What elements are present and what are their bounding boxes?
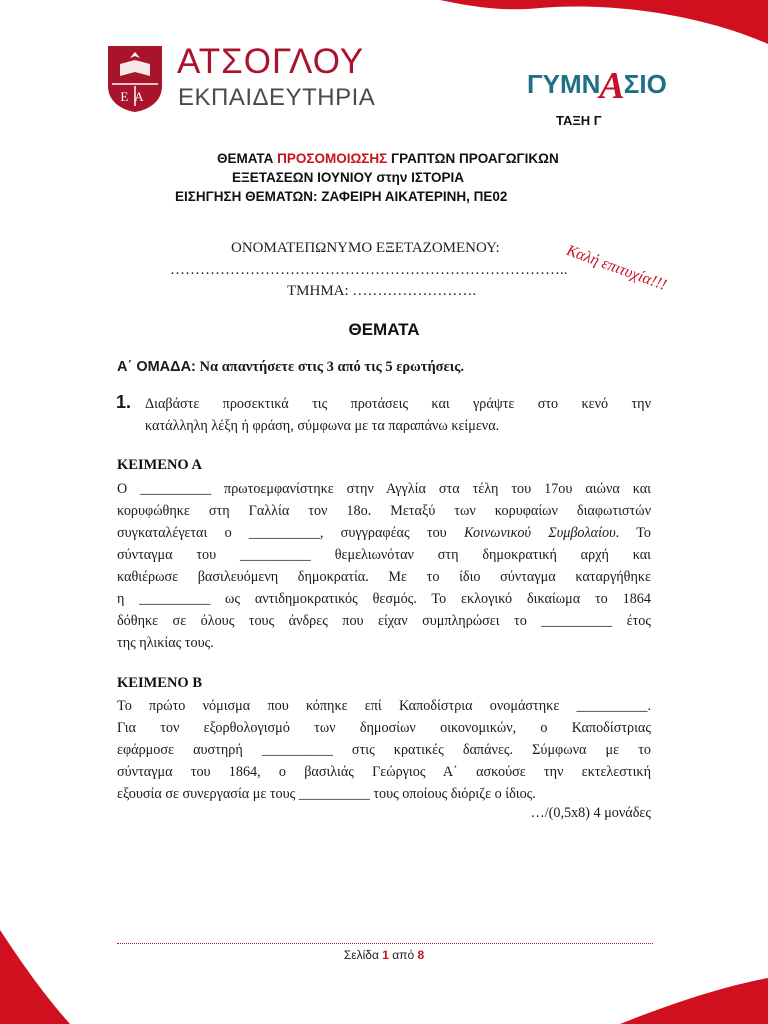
text-a-line: καθιέρωσε βασιλευόμενη δημοκρατία. Με το ίδιο σύνταγμα καταργήθηκε	[117, 569, 651, 585]
exam-title-part: ΘΕΜΑΤΑ	[217, 151, 278, 166]
text-b-line: Το πρώτο νόμισμα που κόπηκε επί Καποδίστρια ονομάστηκε __________.	[117, 698, 651, 714]
student-name-field[interactable]: ……………………………………………………………………..	[170, 262, 568, 278]
question-number: 1.	[116, 392, 132, 412]
student-section-field[interactable]: ΤΜΗΜΑ: …………………….	[287, 283, 477, 299]
class-label: ΤΑΞΗ Γ	[556, 113, 602, 128]
student-name-label: ΟΝΟΜΑΤΕΠΩΝΥΜΟ ΕΞΕΤΑΖΟΜΕΝΟΥ:	[231, 240, 500, 256]
page-footer	[0, 948, 768, 962]
text-a-line-3-start: συγκαταλέγεται ο __________, συγγραφέας του	[117, 525, 447, 541]
logo-subtitle: ΕΚΠΑΙΔΕΥΤΗΡΙΑ	[178, 84, 376, 111]
shield-letters: ΕΑ	[120, 89, 150, 104]
text-b-line: σύνταγμα του 1864, ο βασιλιάς Γεώργιος Α΄ ασκούσε την εκτελεστική	[117, 764, 651, 780]
exam-title-part: ΓΡΑΠΤΩΝ ΠΡΟΑΓΩΓΙΚΩΝ	[387, 151, 559, 166]
gymnasio-logo	[527, 62, 667, 107]
score-note: …/(0,5x8) 4 μονάδες	[530, 805, 651, 821]
gym-text-before: ΓΥΜΝ	[527, 69, 601, 99]
bottom-right-swoosh-shape	[620, 978, 768, 1024]
exam-title-highlight: ΠΡΟΣΟΜΟΙΩΣΗΣ	[277, 151, 388, 166]
text-b-body	[117, 695, 651, 805]
group-label: Α΄ ΟΜΑΔΑ:	[117, 359, 196, 375]
top-swoosh-shape	[440, 0, 768, 44]
text-a-line: δόθηκε σε όλους τους άνδρες που είχαν συμπληρώσει το __________ έτος	[117, 613, 651, 629]
question-line: κατάλληλη λέξη ή φράση, σύμφωνα με τα παραπάνω κείμενα.	[145, 418, 500, 434]
atsoglou-shield-logo	[106, 44, 164, 114]
page-total: 8	[417, 948, 425, 962]
text-a-line: η __________ ως αντιδημοκρατικός θεσμός. Το εκλογικό δικαίωμα το 1864	[117, 591, 651, 607]
group-instruction	[117, 359, 464, 376]
text-b-line: Για τον εξορθολογισμό των δημοσίων οικονομικών, ο Καποδίστριας	[117, 720, 651, 736]
text-a-line: της ηλικίας τους.	[117, 635, 214, 651]
footer-divider	[117, 943, 653, 944]
exam-title-line-1	[217, 151, 559, 166]
text-b-line: εφάρμοσε αυστηρή __________ στις κρατικές δαπάνες. Σύμφωνα με το	[117, 742, 651, 758]
page-current: 1	[382, 948, 389, 962]
bottom-left-swoosh-shape	[0, 930, 70, 1024]
page-word: Σελίδα	[343, 948, 383, 962]
text-a-heading: ΚΕΙΜΕΝΟ Α	[117, 457, 202, 473]
text-b-line: εξουσία σε συνεργασία με τους __________ τους οποίους διόριζε ο ίδιος.	[117, 786, 536, 802]
gym-accent-letter: A	[599, 65, 625, 107]
text-a-line-3	[117, 522, 651, 544]
section-heading: ΘΕΜΑΤΑ	[348, 320, 420, 339]
gym-text-after: ΣΙΟ	[623, 69, 667, 99]
text-a-line: Ο __________ πρωτοεμφανίστηκε στην Αγγλία στα τέλη του 17ου αιώνα και	[117, 481, 651, 497]
text-a-line-3-end: . Το	[615, 525, 651, 541]
logo-title: ΑΤΣΟΓΛΟΥ	[177, 42, 365, 81]
question-line: Διαβάστε προσεκτικά τις προτάσεις και γράψτε στο κενό την	[145, 396, 651, 412]
page-of: από	[388, 948, 418, 962]
exam-title-line-3: ΕΙΣΗΓΗΣΗ ΘΕΜΑΤΩΝ: ΖΑΦΕΙΡΗ ΑΙΚΑΤΕΡΙΝΗ, ΠΕ02	[175, 189, 508, 204]
group-text: Να απαντήσετε στις 3 από τις 5 ερωτήσεις.	[195, 359, 464, 375]
question-1-text	[145, 393, 651, 437]
text-a-line: σύνταγμα του __________ θεμελιωνόταν στη δημοκρατική αρχή και	[117, 547, 651, 563]
text-a-line: κορυφώθηκε στη Γαλλία τον 18ο. Μεταξύ των κορυφαίων διαφωτιστών	[117, 503, 651, 519]
text-b-heading: ΚΕΙΜΕΝΟ Β	[117, 675, 202, 691]
good-luck-text: Καλή επιτυχία!!!	[564, 242, 669, 294]
exam-title-line-2: ΕΞΕΤΑΣΕΩΝ ΙΟΥΝΙΟΥ στην ΙΣΤΟΡΙΑ	[232, 170, 465, 185]
text-a-body	[117, 478, 651, 654]
book-title: Κοινωνικού Συμβολαίου	[463, 525, 616, 541]
